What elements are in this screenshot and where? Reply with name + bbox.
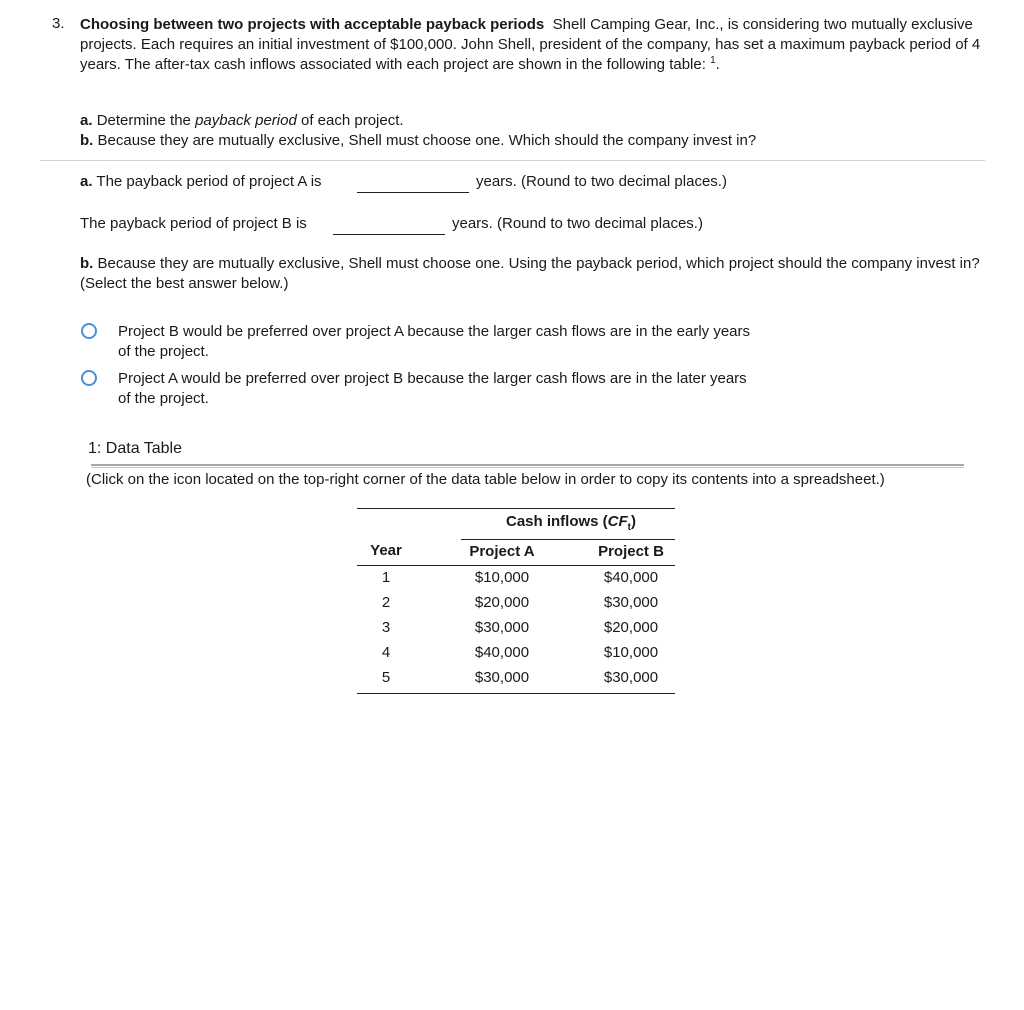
part-a-pre: Determine the bbox=[96, 112, 196, 129]
table-top-rule bbox=[357, 508, 675, 509]
group-header-rule bbox=[461, 539, 675, 540]
answer-a-line1-text: The payback period of project A is bbox=[96, 173, 322, 190]
data-table-note: (Click on the icon located on the top-right corner of the data table below in order to copy its contents into a spreadsheet.) bbox=[86, 471, 885, 488]
answer-a-line1 bbox=[80, 172, 322, 192]
payback-b-input[interactable] bbox=[333, 234, 445, 235]
col-header-project-b: Project B bbox=[598, 543, 664, 560]
answer-b-question bbox=[80, 254, 985, 294]
table-cell-project-a: $30,000 bbox=[474, 619, 530, 636]
question-parts bbox=[80, 111, 756, 151]
question-intro bbox=[80, 15, 985, 75]
data-table-rule-shadow bbox=[91, 467, 964, 468]
radio-option-b-preferred[interactable] bbox=[81, 323, 97, 339]
part-a-post: of each project. bbox=[296, 112, 404, 129]
option-b-preferred-label[interactable] bbox=[118, 322, 750, 362]
data-table-rule bbox=[91, 464, 964, 466]
table-cell-project-b: $30,000 bbox=[603, 594, 659, 611]
answer-a-line1-suffix: years. (Round to two decimal places.) bbox=[476, 173, 727, 190]
question-title: Choosing between two projects with acceptable payback periods bbox=[80, 16, 545, 33]
table-cell-project-a: $20,000 bbox=[474, 594, 530, 611]
table-cell-project-b: $10,000 bbox=[603, 644, 659, 661]
table-cell-project-a: $30,000 bbox=[474, 669, 530, 686]
cash-inflows-header bbox=[467, 513, 675, 533]
header-rule bbox=[357, 565, 675, 566]
question-number: 3. bbox=[52, 15, 65, 32]
option-a-preferred-label[interactable] bbox=[118, 369, 747, 409]
table-cell-project-b: $20,000 bbox=[603, 619, 659, 636]
option-b-line2: of the project. bbox=[118, 343, 209, 360]
question-body: Shell Camping Gear, Inc., is considering two mutually exclusive projects. Each requires an initial investment of $100,000. John Shell, president of the company, has set a maximum payback period of 4 years. The after-tax cash inflows associated with each project are shown in the following table: bbox=[80, 16, 981, 73]
table-cell-year: 1 bbox=[381, 569, 391, 586]
table-cell-year: 3 bbox=[381, 619, 391, 636]
table-cell-year: 4 bbox=[381, 644, 391, 661]
part-a-instruction bbox=[80, 111, 756, 131]
cash-inflows-header-sub: t bbox=[627, 522, 632, 533]
part-b-text: Because they are mutually exclusive, Shell must choose one. Which should the company invest in? bbox=[97, 132, 757, 149]
footnote-period: . bbox=[715, 56, 720, 73]
cash-inflows-header-close: ) bbox=[631, 513, 637, 530]
table-cell-project-a: $40,000 bbox=[474, 644, 530, 661]
option-a-line2: of the project. bbox=[118, 390, 209, 407]
cash-inflows-header-text: Cash inflows ( bbox=[505, 513, 608, 530]
data-table-title: 1: Data Table bbox=[88, 440, 182, 457]
footnote-link[interactable]: 1 bbox=[710, 55, 716, 66]
table-bottom-rule bbox=[357, 693, 675, 694]
option-b-line1: Project B would be preferred over project A because the larger cash flows are in the early years bbox=[118, 323, 750, 340]
option-a-line1: Project A would be preferred over project B because the larger cash flows are in the later years bbox=[118, 370, 747, 387]
answer-a-line2-text: The payback period of project B is bbox=[80, 215, 307, 232]
part-a-label: a. bbox=[80, 112, 93, 129]
col-header-year: Year bbox=[370, 542, 402, 559]
part-b-label: b. bbox=[80, 132, 94, 149]
col-header-project-a: Project A bbox=[469, 543, 535, 560]
section-divider bbox=[40, 160, 985, 161]
part-b-instruction bbox=[80, 131, 756, 151]
answer-a-label: a. bbox=[80, 173, 93, 190]
answer-a-line2-suffix: years. (Round to two decimal places.) bbox=[452, 215, 703, 232]
cash-inflows-table bbox=[357, 508, 675, 694]
answer-b-label: b. bbox=[80, 255, 94, 272]
table-cell-project-b: $40,000 bbox=[603, 569, 659, 586]
table-cell-year: 5 bbox=[381, 669, 391, 686]
table-cell-year: 2 bbox=[381, 594, 391, 611]
part-a-em: payback period bbox=[195, 112, 297, 129]
answer-b-text: Because they are mutually exclusive, Shell must choose one. Using the payback period, which project should the company invest in? (Select the best answer below.) bbox=[80, 255, 980, 292]
table-cell-project-b: $30,000 bbox=[603, 669, 659, 686]
table-cell-project-a: $10,000 bbox=[474, 569, 530, 586]
payback-a-input[interactable] bbox=[357, 192, 469, 193]
radio-option-a-preferred[interactable] bbox=[81, 370, 97, 386]
cash-inflows-header-cf: CF bbox=[607, 513, 628, 530]
